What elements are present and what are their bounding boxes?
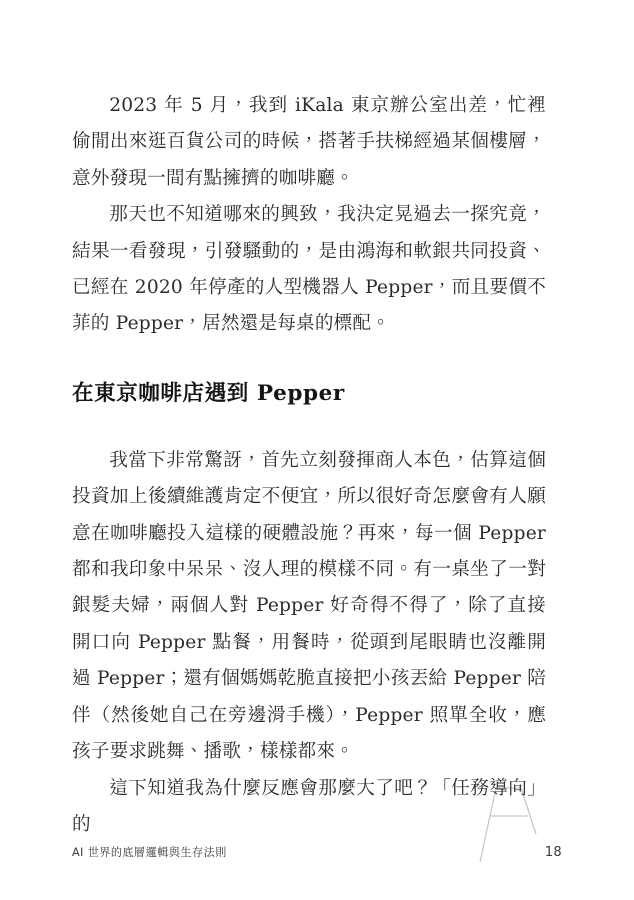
footer-book-title: AI 世界的底層邏輯與生存法則 xyxy=(72,846,227,859)
page-body xyxy=(72,88,546,843)
paragraph-3: 我當下非常驚訝，首先立刻發揮商人本色，估算這個投資加上後續維護肯定不便宜，所以很好奇怎麼會有人願意在咖啡廳投入這樣的硬體設施？再來，每一個 Pepper 都和我印象中呆呆、沒人理的模樣不同。有一桌坐了一對銀髮夫婦，兩個人對 Pepper 好奇得不得了，除了直接開口向 Pepper 點餐，用餐時，從頭到尾眼睛也沒離開過 Pepper；還有個媽媽乾脆直接把小孩丟給 Pepper 陪伴（然後她自己在旁邊滑手機），Pepper 照單全收，應孩子要求跳舞、播歌，樣樣都來。 xyxy=(72,449,546,763)
spacer-above-heading xyxy=(72,343,546,379)
paragraph-4: 這下知道我為什麼反應會那麼大了吧？「任務導向」的 xyxy=(72,777,546,835)
paragraph-2: 那天也不知道哪來的興致，我決定晃過去一探究竟，結果一看發現，引發騷動的，是由鴻海和軟銀共同投資、已經在 2020 年停產的人型機器人 Pepper，而且要價不菲的 Pepper，居然還是每桌的標配。 xyxy=(72,204,546,335)
spacer-below-heading xyxy=(72,409,546,443)
paragraph-1: 2023 年 5 月，我到 iKala 東京辦公室出差，忙裡偷閒出來逛百貨公司的時候，搭著手扶梯經過某個樓層，意外發現一間有點擁擠的咖啡廳。 xyxy=(72,95,546,189)
section-heading: 在東京咖啡店遇到 Pepper xyxy=(72,380,345,406)
footer-page-number: 18 xyxy=(544,845,562,860)
page-footer xyxy=(72,843,562,863)
